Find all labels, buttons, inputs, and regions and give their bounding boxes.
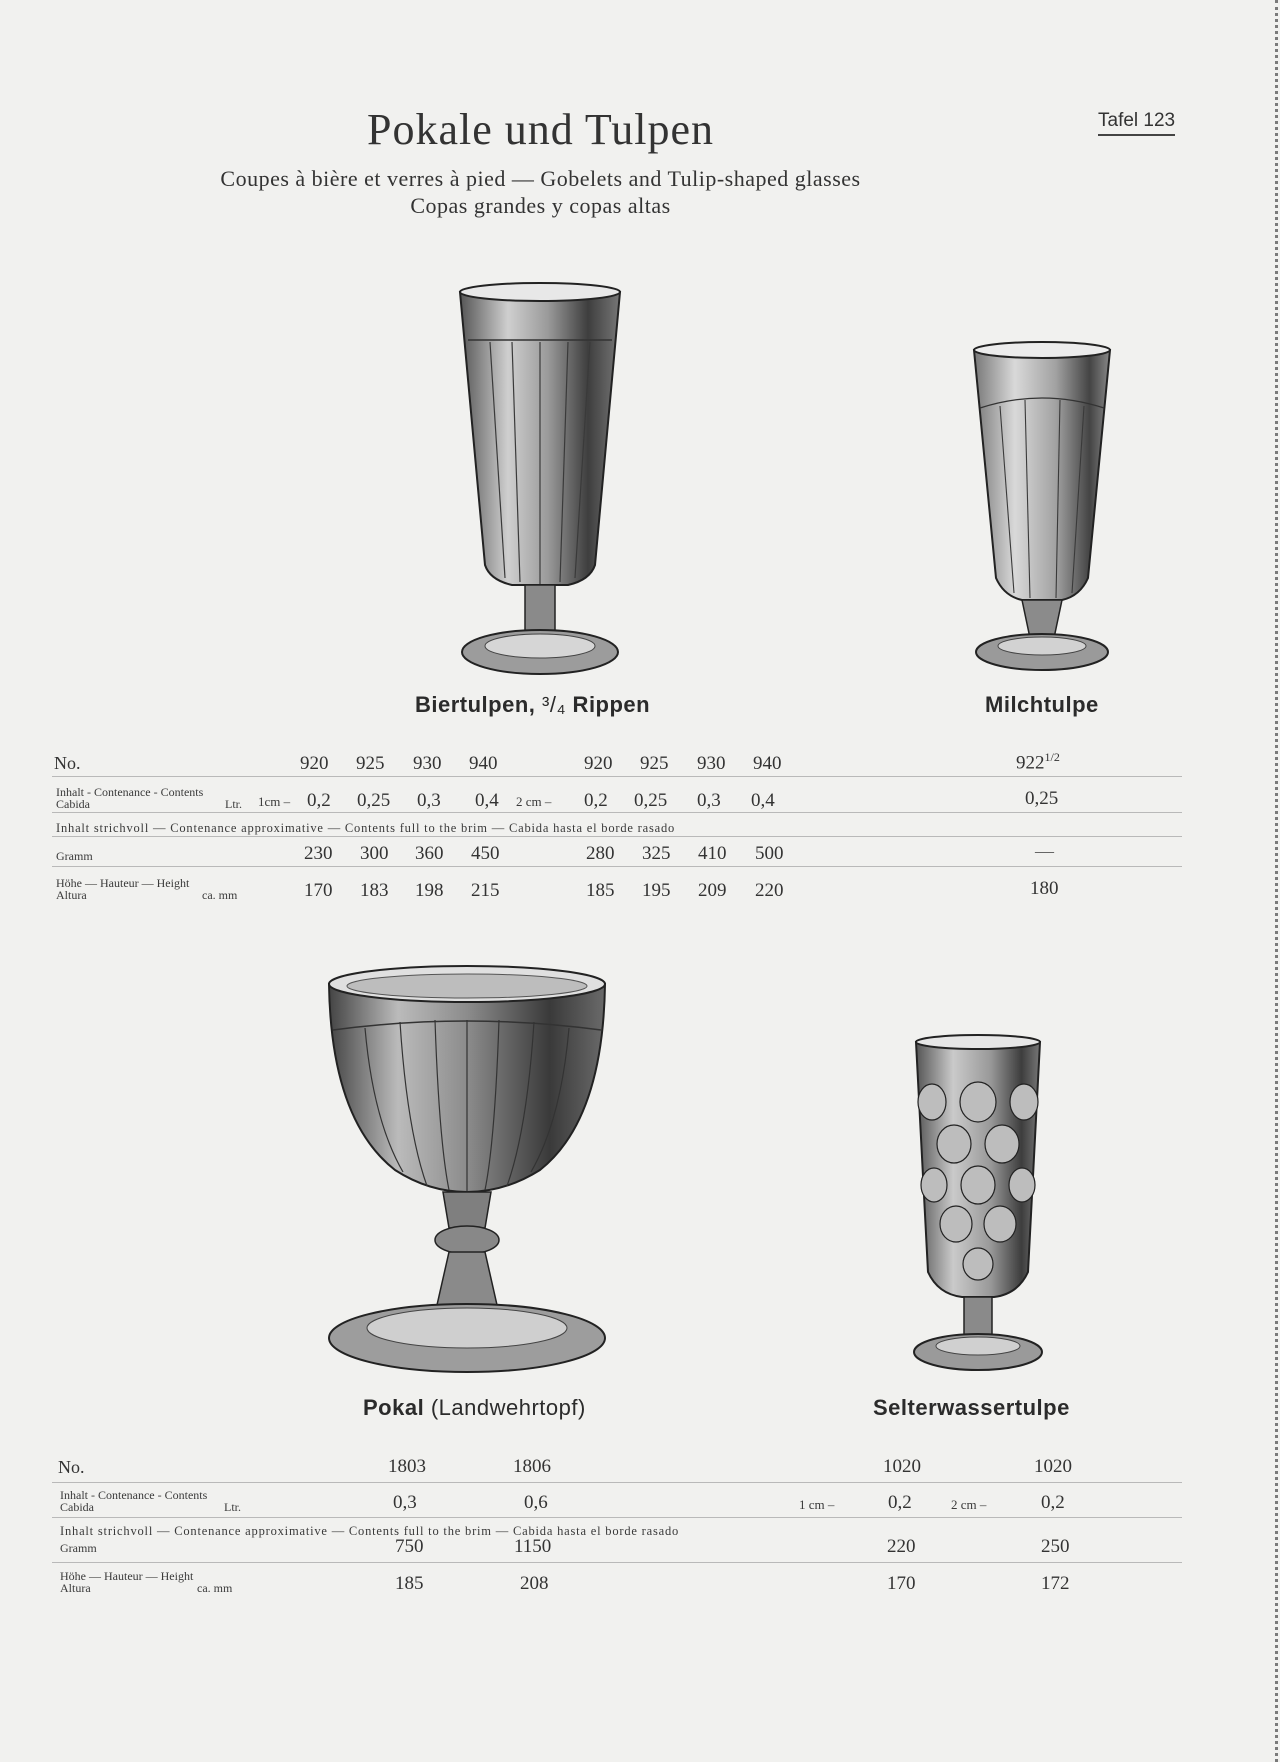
t1-g1-hoehe-3: 198 <box>415 880 444 901</box>
t1-g2-no-1: 920 <box>584 753 613 774</box>
t1-g2-hoehe-1: 185 <box>586 880 615 901</box>
caption-pokal-main: Pokal <box>363 1395 425 1420</box>
t1-g2-inhalt-2: 0,25 <box>634 790 668 811</box>
caption-biertulpen-main: Biertulpen, <box>415 692 543 717</box>
t1-g2-hoehe-4: 220 <box>755 880 784 901</box>
selterwassertulpe-illustration <box>910 1032 1046 1377</box>
caption-biertulpen-fraction: ³/₄ <box>542 692 566 717</box>
t2-pokal-no-2: 1806 <box>513 1456 551 1477</box>
t1-g1-hoehe-2: 183 <box>360 880 389 901</box>
plate-number: Tafel 123 <box>1098 110 1175 136</box>
caption-selterwassertulpe: Selterwassertulpe <box>873 1395 1070 1420</box>
label-ca-mm: ca. mm <box>202 888 238 902</box>
t1-g1-inhalt-1: 0,2 <box>307 790 331 811</box>
t2-pokal-no-1: 1803 <box>388 1456 426 1477</box>
label-gramm: Gramm <box>56 849 93 863</box>
t1-g1-no-2: 925 <box>356 753 385 774</box>
t1-g1-no-4: 940 <box>469 753 498 774</box>
t1-g2-hoehe-2: 195 <box>642 880 671 901</box>
t2-selter-gramm-1: 220 <box>887 1536 916 1557</box>
t1-g2-no-3: 930 <box>697 753 726 774</box>
t1-g1-gramm-4: 450 <box>471 843 500 864</box>
t2-selter-inhalt-2: 0,2 <box>1041 1492 1065 1513</box>
label-inhalt-2b: Cabida <box>60 1500 94 1514</box>
pokal-illustration <box>325 960 610 1385</box>
t1-g2-inhalt-3: 0,3 <box>697 790 721 811</box>
label-hoehe-2: Altura <box>56 888 87 902</box>
t1-milch-hoehe: 180 <box>1030 878 1059 899</box>
page-edge-perforation <box>1275 0 1278 1762</box>
t1-milch-gramm: — <box>1035 841 1054 862</box>
subtitle-line-2: Copas grandes y copas altas <box>410 193 671 218</box>
t1-g1-inhalt-2: 0,25 <box>357 790 391 811</box>
t1-g2-no-2: 925 <box>640 753 669 774</box>
label-gramm-2: Gramm <box>60 1541 97 1555</box>
caption-pokal-paren: (Landwehrtopf) <box>430 1395 586 1420</box>
t2-pokal-gramm-2: 1150 <box>514 1536 552 1557</box>
t2-selter-no-2: 1020 <box>1034 1456 1072 1477</box>
label-hoehe-2a: Höhe — Hauteur — Height <box>60 1569 194 1583</box>
t1-g1-inhalt-4: 0,4 <box>475 790 499 811</box>
caption-biertulpen <box>415 692 650 718</box>
mark-1cm-2: 1 cm – <box>799 1497 835 1512</box>
t1-g2-gramm-3: 410 <box>698 843 727 864</box>
t1-g1-no-1: 920 <box>300 753 329 774</box>
subtitle-line-1: Coupes à bière et verres à pied — Gobelets and Tulip-shaped glasses <box>220 166 861 191</box>
t2-pokal-inhalt-2: 0,6 <box>524 1492 548 1513</box>
t1-g1-gramm-1: 230 <box>304 843 333 864</box>
t1-milch-no <box>1016 750 1060 774</box>
t1-g1-gramm-2: 300 <box>360 843 389 864</box>
label-hoehe-2b: Altura <box>60 1581 91 1595</box>
t2-pokal-inhalt-1: 0,3 <box>393 1492 417 1513</box>
mark-2cm-2: 2 cm – <box>951 1497 987 1512</box>
t2-selter-no-1: 1020 <box>883 1456 921 1477</box>
t1-milch-no-frac: 1/2 <box>1044 750 1060 764</box>
milchtulpe-illustration <box>970 338 1114 678</box>
mark-2cm: 2 cm – <box>516 794 552 809</box>
caption-milchtulpe: Milchtulpe <box>985 692 1099 717</box>
t1-g1-inhalt-3: 0,3 <box>417 790 441 811</box>
t2-selter-inhalt-1: 0,2 <box>888 1492 912 1513</box>
t1-g2-inhalt-1: 0,2 <box>584 790 608 811</box>
t2-selter-hoehe-2: 172 <box>1041 1573 1070 1594</box>
label-inhalt-1: Inhalt - Contenance - Contents <box>56 785 204 799</box>
t1-g2-inhalt-4: 0,4 <box>751 790 775 811</box>
t1-g1-hoehe-4: 215 <box>471 880 500 901</box>
label-no-2: No. <box>58 1457 85 1477</box>
t1-g2-gramm-2: 325 <box>642 843 671 864</box>
t1-g1-no-3: 930 <box>413 753 442 774</box>
t2-selter-hoehe-1: 170 <box>887 1573 916 1594</box>
label-inhalt-2a: Inhalt - Contenance - Contents <box>60 1488 208 1502</box>
mark-1cm: 1cm – <box>258 794 291 809</box>
t1-g2-gramm-4: 500 <box>755 843 784 864</box>
t1-g2-no-4: 940 <box>753 753 782 774</box>
t1-g2-hoehe-3: 209 <box>698 880 727 901</box>
caption-pokal <box>363 1395 586 1421</box>
label-no: No. <box>54 753 81 773</box>
t2-pokal-gramm-1: 750 <box>395 1536 424 1557</box>
label-strichvoll-2: Inhalt strichvoll — Contenance approximative — Contents full to the brim — Cabida hasta el borde rasado <box>60 1524 680 1538</box>
t1-g2-gramm-1: 280 <box>586 843 615 864</box>
label-ltr: Ltr. <box>225 797 242 811</box>
t1-g1-gramm-3: 360 <box>415 843 444 864</box>
label-inhalt-2: Cabida <box>56 797 90 811</box>
label-ltr-2: Ltr. <box>224 1500 241 1514</box>
t2-pokal-hoehe-2: 208 <box>520 1573 549 1594</box>
label-hoehe-1: Höhe — Hauteur — Height <box>56 876 190 890</box>
label-ca-mm-2: ca. mm <box>197 1581 233 1595</box>
t1-g1-hoehe-1: 170 <box>304 880 333 901</box>
t2-pokal-hoehe-1: 185 <box>395 1573 424 1594</box>
page-title: Pokale und Tulpen <box>366 105 715 154</box>
t1-milch-inhalt: 0,25 <box>1025 788 1059 809</box>
t1-milch-no-main: 922 <box>1016 752 1045 774</box>
label-strichvoll: Inhalt strichvoll — Contenance approximative — Contents full to the brim — Cabida hasta el borde rasado <box>56 821 676 835</box>
biertulpe-illustration <box>450 280 630 675</box>
t2-selter-gramm-2: 250 <box>1041 1536 1070 1557</box>
caption-biertulpen-rest: Rippen <box>565 692 651 717</box>
